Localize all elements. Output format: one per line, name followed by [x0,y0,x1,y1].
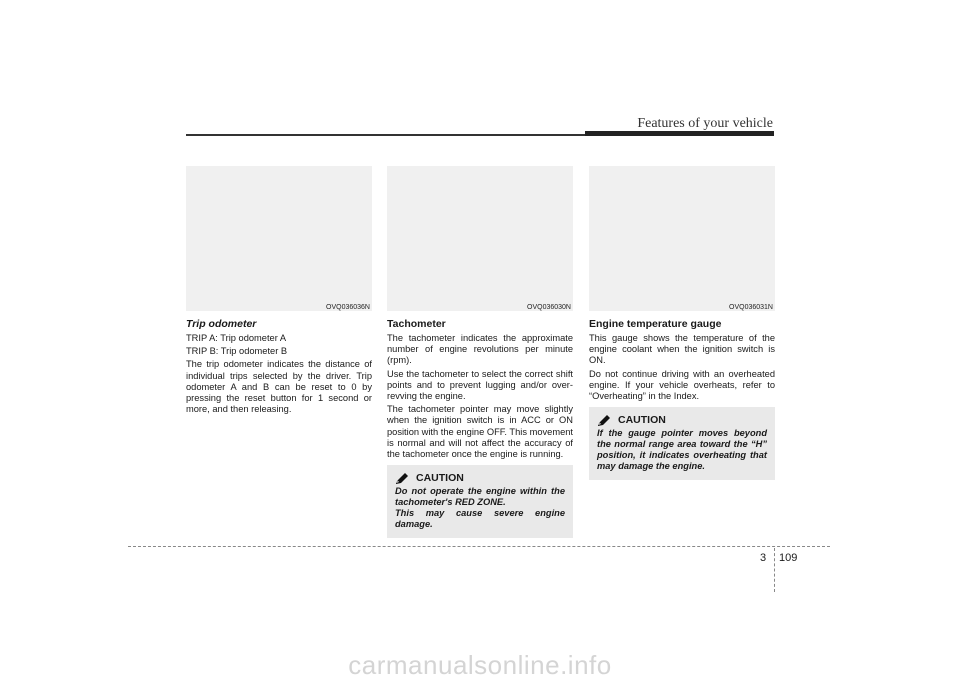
caution-box [589,407,775,480]
section-heading: Engine temperature gauge [589,318,722,330]
figure-code: OVQ036030N [527,304,571,311]
column-tachometer [387,166,573,538]
figure-trip-odometer [186,166,372,311]
paragraph: TRIP B: Trip odometer B [186,346,288,357]
section-heading: Trip odometer [186,318,257,330]
figure-code: OVQ036031N [729,304,773,311]
paragraph: TRIP A: Trip odometer A [186,333,287,343]
paragraph: The tachometer pointer may move slightly when the ignition switch is in ACC or ON position with the engine OFF. This movement is normal and will not affect the accuracy of the tachometer once the engine is running. [387,404,573,460]
pencil-icon [395,473,409,484]
page-header-title: Features of your vehicle [637,116,773,131]
section-body [186,333,372,415]
caution-box [387,465,573,538]
footer-rule [128,546,830,547]
page-number: 109 [779,552,798,564]
caution-text: Do not operate the engine within the tachometer's RED ZONE. [395,486,565,508]
header-rule-accent [585,131,774,136]
figure-engine-temperature [589,166,775,311]
figure-code: OVQ036036N [326,304,370,311]
paragraph: The tachometer indicates the approximate number of engine revolutions per minute (rpm). [387,333,573,366]
caution-title: CAUTION [618,414,666,427]
paragraph: The trip odometer indicates the distance of individual trips selected by the driver. Trip odometer A and B can be reset to 0 by pressing the reset button for 1 second or more, and then releasing. [186,359,372,415]
caution-header [597,414,767,426]
pencil-icon [597,415,611,426]
caution-title: CAUTION [416,472,464,485]
column-trip-odometer [186,166,372,417]
page-number-divider [774,548,775,592]
paragraph: This gauge shows the temperature of the engine coolant when the ignition switch is ON. [589,333,775,366]
caution-header [395,472,565,484]
chapter-number: 3 [760,552,767,564]
section-body [589,333,775,402]
figure-tachometer [387,166,573,311]
section-heading: Tachometer [387,318,446,330]
paragraph: Do not continue driving with an overheated engine. If your vehicle overheats, refer to “Overheating” in the Index. [589,368,775,402]
paragraph: Use the tachometer to select the correct shift points and to prevent lugging and/or over-revving the engine. [387,368,573,402]
watermark: carmanualsonline.info [348,650,612,680]
section-body [387,333,573,460]
caution-text: This may cause severe engine damage. [395,508,565,530]
column-engine-temperature [589,166,775,480]
caution-text: If the gauge pointer moves beyond the normal range area toward the “H” position, it indicates overheating that may damage the engine. [597,428,767,472]
